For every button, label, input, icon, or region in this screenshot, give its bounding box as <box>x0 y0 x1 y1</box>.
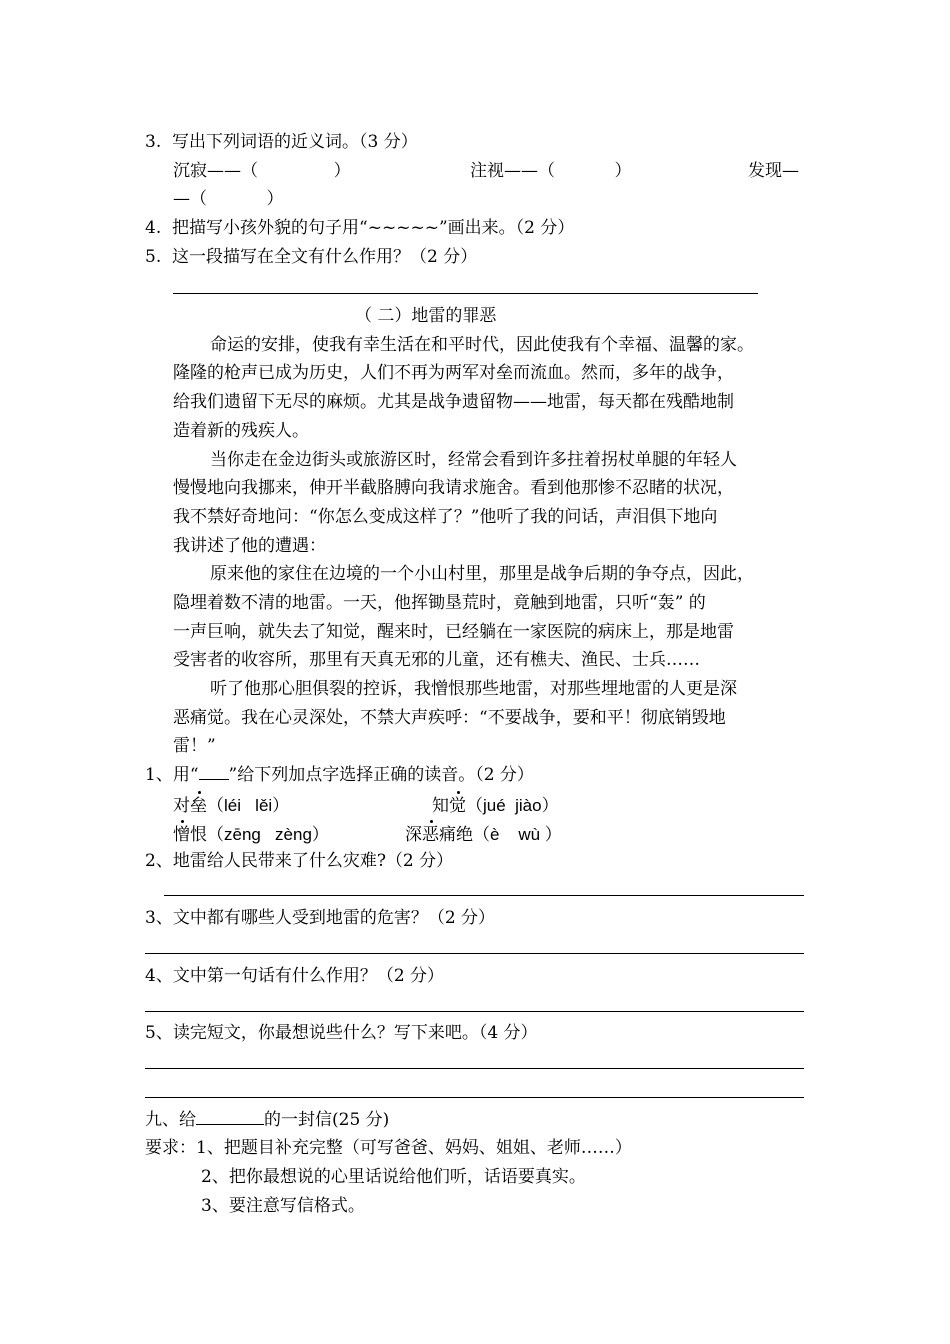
passage-line: 当你走在金边街头或旅游区时，经常会看到许多拄着拐杖单腿的年轻人 <box>210 450 737 470</box>
passage-line: 我不禁好奇地问：“你怎么变成这样了？”他听了我的问话，声泪俱下地向 <box>173 507 718 527</box>
writing-title-blank[interactable] <box>196 1124 264 1125</box>
pinyin-item-1 <box>173 795 289 817</box>
question-1-pronunciation <box>145 764 534 786</box>
pinyin-options[interactable]: （zēng zèng） <box>207 825 329 844</box>
synonym-item-3-cont: —（ ） <box>173 189 284 209</box>
answer-line[interactable] <box>145 953 804 954</box>
question-5-purpose: 5. 这一段描写在全文有什么作用？（2 分） <box>145 247 478 267</box>
passage-line: 给我们遗留下无尽的麻烦。尤其是战争遗留物——地雷，每天都在残酷地制 <box>173 392 734 412</box>
passage-line: 原来他的家住在边境的一个小山村里，那里是战争后期的争夺点，因此， <box>210 564 754 584</box>
passage-line: 一声巨响，就失去了知觉，醒来时，已经躺在一家医院的病床上，那是地雷 <box>173 622 734 642</box>
answer-line[interactable] <box>145 1068 804 1069</box>
dotted-char: 觉 <box>449 796 466 816</box>
q1-blank <box>199 779 229 780</box>
pinyin-item-4 <box>405 824 562 846</box>
passage-line: 听了他那心胆俱裂的控诉，我憎恨那些地雷，对那些埋地雷的人更是深 <box>210 679 737 699</box>
pinyin-word: 恨 <box>190 825 207 845</box>
pinyin-word: 痛绝 <box>439 825 473 845</box>
question-5-thoughts: 5、读完短文，你最想说些什么？写下来吧。（4 分） <box>145 1023 538 1043</box>
pinyin-options[interactable]: （jué jiào） <box>466 796 559 815</box>
answer-line[interactable] <box>145 1097 804 1098</box>
passage-line: 我讲述了他的遭遇： <box>173 536 326 556</box>
writing-title-prefix: 九、给 <box>145 1110 196 1130</box>
pinyin-word: 知 <box>432 796 449 816</box>
writing-title-suffix: 的一封信(25 分) <box>264 1110 390 1130</box>
pinyin-options[interactable]: （è wù ） <box>473 825 562 844</box>
answer-line[interactable] <box>164 895 804 896</box>
question-4-first-sentence: 4、文中第一句话有什么作用？（2 分） <box>145 966 445 986</box>
pinyin-item-2 <box>432 795 559 817</box>
dotted-char: 恶 <box>422 825 439 845</box>
question-3-synonyms: 3. 写出下列词语的近义词。（3 分） <box>145 132 418 152</box>
writing-requirement-3: 3、要注意写信格式。 <box>201 1196 365 1216</box>
writing-requirement-2: 2、把你最想说的心里话说给他们听，话语要真实。 <box>201 1167 586 1187</box>
pinyin-item-3 <box>173 824 329 846</box>
passage-line: 命运的安排，使我有幸生活在和平时代，因此使我有个幸福、温馨的家。 <box>210 335 754 355</box>
passage-line: 受害者的收容所，那里有天真无邪的儿童，还有樵夫、渔民、士兵…… <box>173 650 700 670</box>
passage-title: （ 二）地雷的罪恶 <box>355 306 497 326</box>
synonym-item-2: 注视——（ ） <box>470 161 632 181</box>
q1-prefix: 1、用“ <box>145 765 199 785</box>
pinyin-options[interactable]: （léi lěi） <box>207 796 290 815</box>
answer-line[interactable] <box>173 293 758 294</box>
passage-line: 隐埋着数不清的地雷。一天，他挥锄垦荒时，竟触到地雷，只听“轰” 的 <box>173 593 706 613</box>
synonym-item-3: 发现— <box>748 161 799 181</box>
passage-line: 造着新的残疾人。 <box>173 421 309 441</box>
question-4-underline: 4. 把描写小孩外貌的句子用“~~~~~”画出来。（2 分） <box>145 218 575 238</box>
writing-title <box>145 1109 389 1131</box>
writing-requirement-1: 要求：1、把题目补充完整（可写爸爸、妈妈、姐姐、老师……） <box>145 1138 632 1158</box>
pinyin-word: 对 <box>173 796 190 816</box>
question-2-disaster: 2、地雷给人民带来了什么灾难?（2 分） <box>145 851 454 871</box>
pinyin-word: 深 <box>405 825 422 845</box>
passage-line: 慢慢地向我挪来，伸开半截胳膊向我请求施舍。看到他那惨不忍睹的状况， <box>173 478 734 498</box>
dotted-char: 垒 <box>190 796 207 816</box>
passage-line: 雷！” <box>173 736 216 756</box>
q1-suffix: ”给下列加点字选择正确的读音。（2 分） <box>228 765 534 785</box>
passage-line: 恶痛觉。我在心灵深处，不禁大声疾呼：“不要战争，要和平！彻底销毁地 <box>173 708 726 728</box>
synonym-item-1: 沉寂——（ ） <box>173 161 351 181</box>
dotted-char: 憎 <box>173 825 190 845</box>
answer-line[interactable] <box>145 1011 804 1012</box>
passage-line: 隆隆的枪声已成为历史，人们不再为两军对垒而流血。然而，多年的战争， <box>173 363 734 383</box>
question-3-victims: 3、文中都有哪些人受到地雷的危害？（2 分） <box>145 908 496 928</box>
